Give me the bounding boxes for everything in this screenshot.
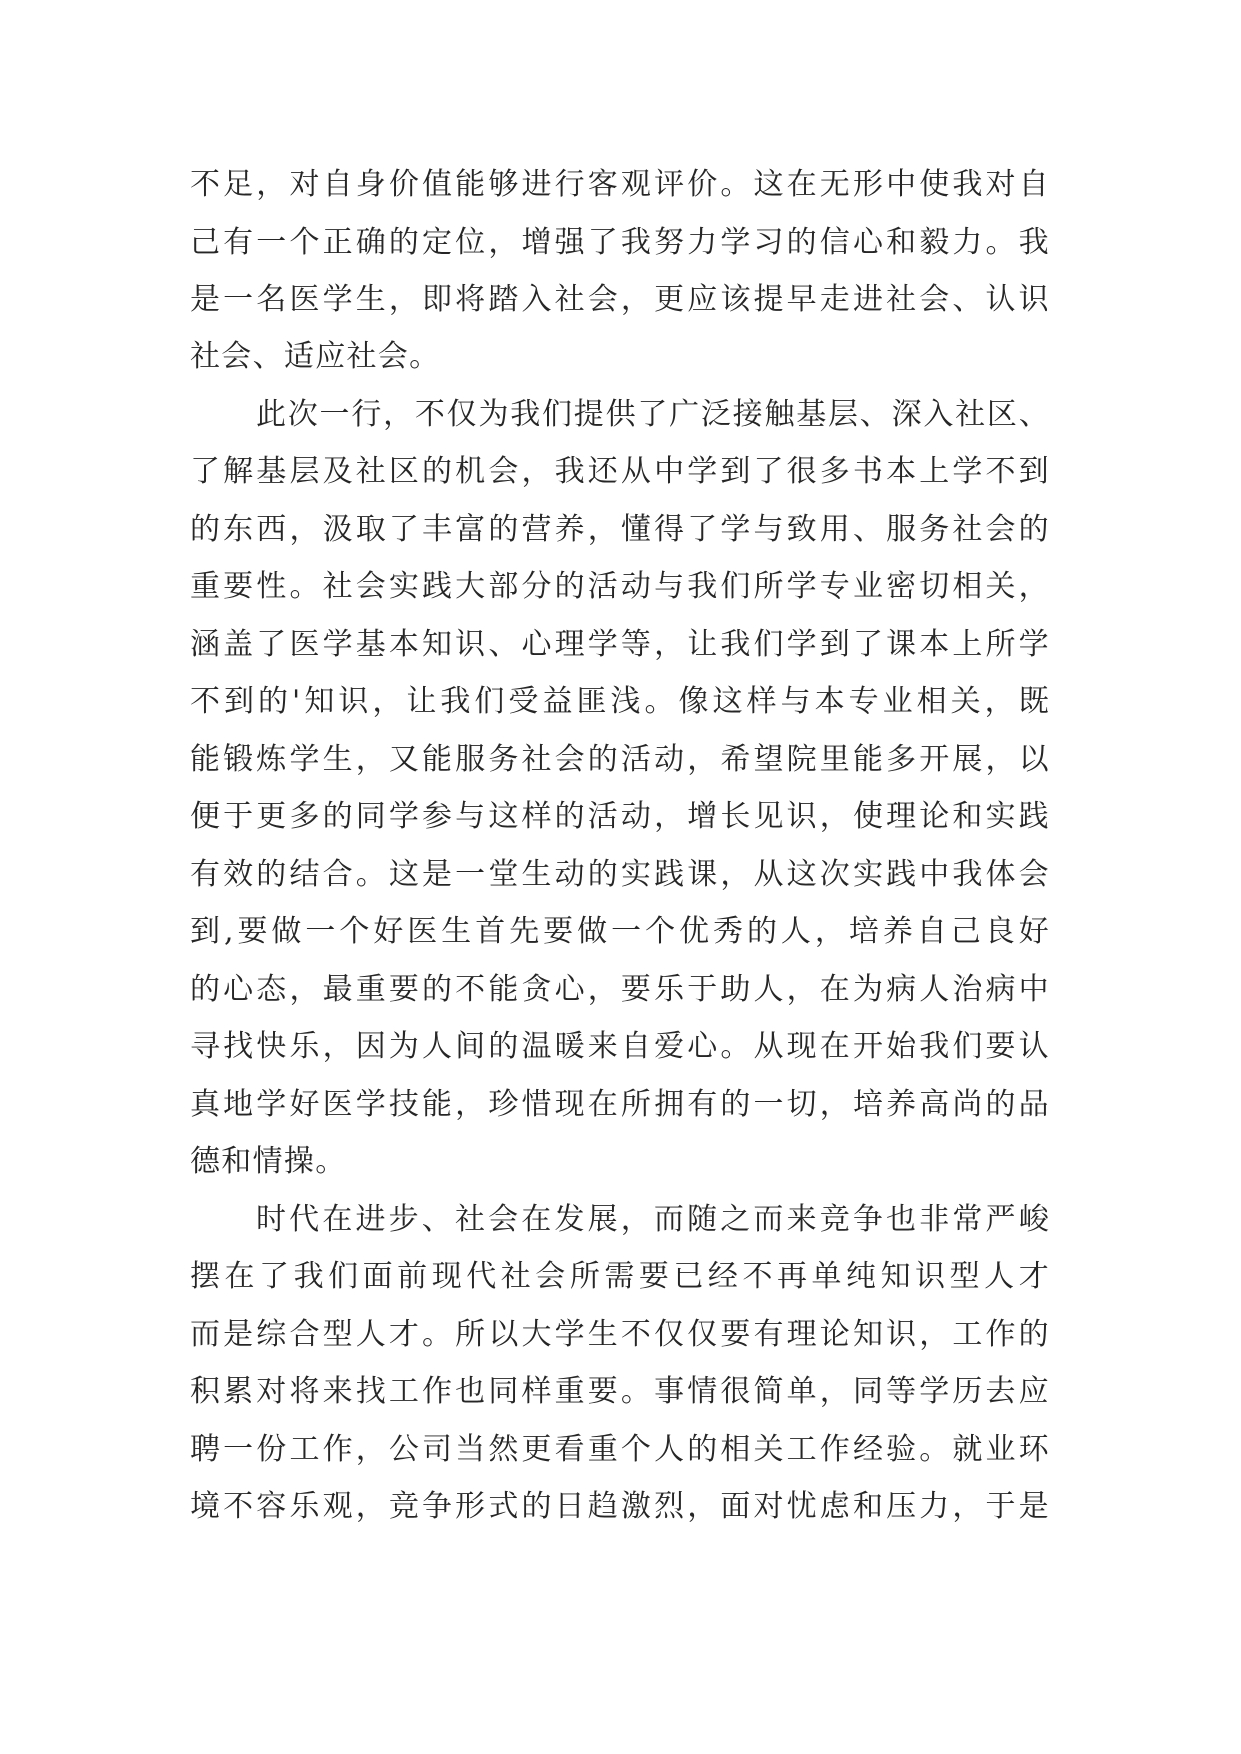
text-line: 是一名医学生，即将踏入社会，更应该提早走进社会、认识 <box>190 282 1050 317</box>
text-line: 社会、适应社会。 <box>190 339 441 374</box>
text-line: 境不容乐观，竞争形式的日趋激烈，面对忧虑和压力，于是 <box>190 1489 1050 1524</box>
text-line: 的东西，汲取了丰富的营养，懂得了学与致用、服务社会的 <box>190 512 1050 547</box>
text-line: 此次一行，不仅为我们提供了广泛接触基层、深入社区、 <box>256 397 1050 432</box>
text-line: 涵盖了医学基本知识、心理学等，让我们学到了课本上所学 <box>190 627 1050 662</box>
text-line: 寻找快乐，因为人间的温暖来自爱心。从现在开始我们要认 <box>190 1029 1050 1064</box>
text-line: 了解基层及社区的机会，我还从中学到了很多书本上学不到 <box>190 454 1050 489</box>
text-line: 时代在进步、社会在发展，而随之而来竞争也非常严峻 <box>256 1202 1050 1237</box>
text-line: 聘一份工作，公司当然更看重个人的相关工作经验。就业环 <box>190 1432 1050 1467</box>
text-line: 积累对将来找工作也同样重要。事情很简单，同等学历去应 <box>190 1374 1050 1409</box>
text-line: 重要性。社会实践大部分的活动与我们所学专业密切相关， <box>190 569 1050 604</box>
text-line: 能锻炼学生，又能服务社会的活动，希望院里能多开展，以 <box>190 742 1050 777</box>
text-line: 真地学好医学技能，珍惜现在所拥有的一切，培养高尚的品 <box>190 1087 1050 1122</box>
text-line: 而是综合型人才。所以大学生不仅仅要有理论知识，工作的 <box>190 1317 1050 1352</box>
text-line: 不到的'知识，让我们受益匪浅。像这样与本专业相关，既 <box>190 684 1050 719</box>
text-line: 德和情操。 <box>190 1144 347 1179</box>
text-line: 有效的结合。这是一堂生动的实践课，从这次实践中我体会 <box>190 857 1050 892</box>
text-line: 摆在了我们面前现代社会所需要已经不再单纯知识型人才 <box>190 1259 1050 1294</box>
text-line: 己有一个正确的定位，增强了我努力学习的信心和毅力。我 <box>190 225 1050 260</box>
text-line: 便于更多的同学参与这样的活动，增长见识，使理论和实践 <box>190 799 1050 834</box>
text-line: 不足，对自身价值能够进行客观评价。这在无形中使我对自 <box>190 167 1050 202</box>
text-line: 到,要做一个好医生首先要做一个优秀的人，培养自己良好 <box>190 914 1050 949</box>
text-line: 的心态，最重要的不能贪心，要乐于助人，在为病人治病中 <box>190 972 1050 1007</box>
